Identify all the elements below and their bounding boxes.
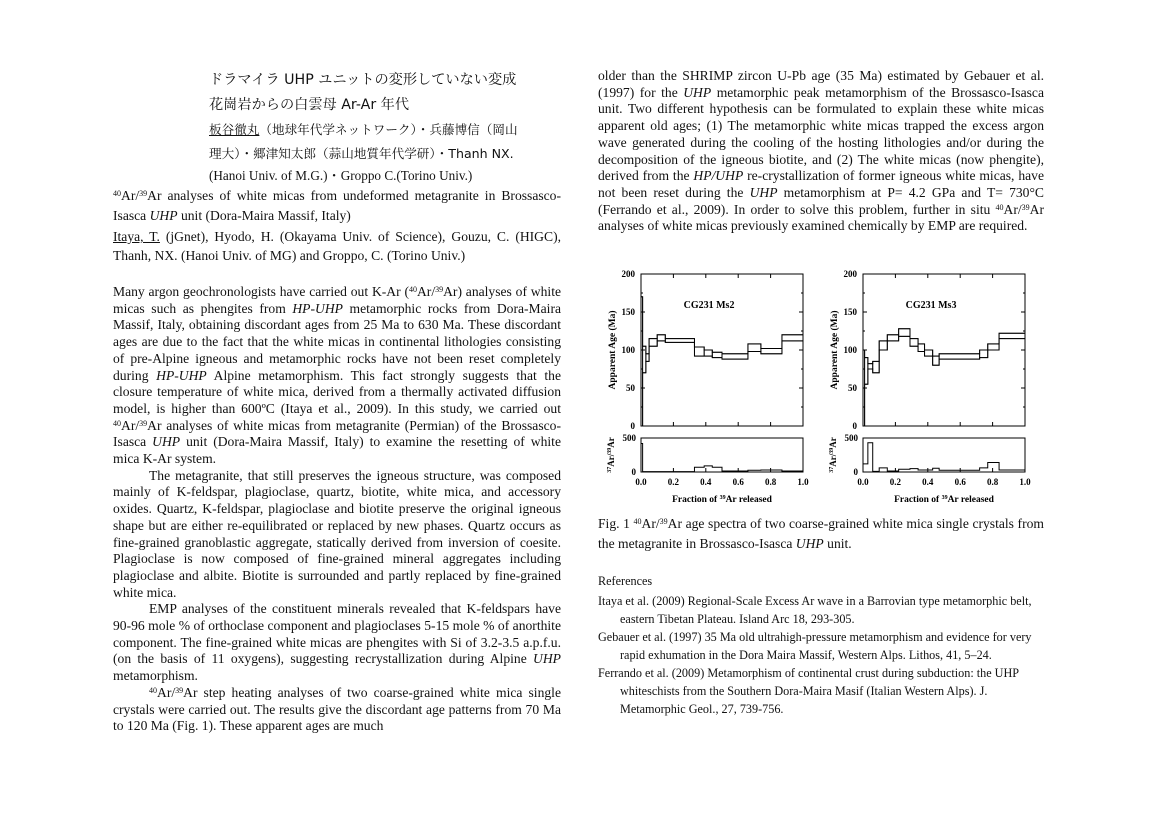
english-title-uhp: UHP — [149, 208, 178, 223]
y-tick-label: 150 — [621, 307, 635, 317]
x-tick-label: 0.6 — [732, 477, 744, 487]
x-tick-label: 1.0 — [1019, 477, 1031, 487]
japanese-title-line2: 花崗岩からの白雲母 Ar-Ar 年代 — [209, 97, 410, 113]
paragraph-4: $^{40}$Ar/$^{39}$Ar step heating analyses of two coarse-grained white mica single crystals were carried out. The results give the discordant age patterns from 70 Ma to 120 Ma (Fig. 1). These apparent ages are much — [113, 684, 561, 734]
ratio-axis-label: $^{37}$Ar/$^{39}$Ar — [606, 437, 616, 473]
figure-1-age-spectra — [598, 263, 1044, 513]
figure-caption: Fig. 1 $^{40}$Ar/$^{39}$Ar age spectra of two coarse-grained white mica single crystals from the metagranite in Brossasco-Isasca UHP unit. — [598, 516, 1044, 551]
paragraph-2: The metagranite, that still preserves the igneous structure, was composed mainly of K-feldspar, plagioclase, quartz, biotite, white mica, and accessory oxides. Quartz, K-feldspar, plagioclase and biotite preserve the original igneous shape but are either re-equilibrated or replaced by new phases. Quartz occurs as fine-grained granoblastic aggregate, statically derived from inversion of coesite. Plagioclase is now composed of fine-grained mineral aggregates including plagioclase and albite. Biotite is surrounded and partly replaced by fine-grained white mica. — [113, 467, 561, 600]
x-tick-label: 0.4 — [922, 477, 934, 487]
age-step — [649, 339, 657, 347]
x-tick-label: 1.0 — [797, 477, 809, 487]
age-step — [722, 354, 748, 359]
x-tick-label: 0.2 — [889, 477, 902, 487]
japanese-authors-rest: （地球年代学ネットワーク）・兵藤博信（岡山 — [259, 122, 518, 137]
english-title-part: Ar analyses of white micas from undeformed metagranite in Brossasco-Isasca — [113, 188, 561, 223]
x-tick-label: 0.2 — [667, 477, 680, 487]
age-step — [887, 335, 898, 341]
age-step — [868, 364, 873, 369]
y-tick-label: 150 — [843, 307, 857, 317]
y-tick-label: 50 — [848, 383, 857, 393]
x-tick-label: 0.4 — [700, 477, 712, 487]
reference-item: Gebauer et al. (1997) 35 Ma old ultrahigh-pressure metamorphism and evidence for very rapid exhumation in the Dora Maira Massif, Western Alps. Lithos, 41, 5–24. — [598, 630, 1032, 662]
x-axis-label: Fraction of $^{39}$Ar released — [894, 495, 994, 505]
japanese-title-line1: ドラマイラ UHP ユニットの変形していない変成 — [209, 72, 517, 88]
age-step — [899, 329, 910, 337]
age-step — [712, 352, 722, 357]
japanese-authors-line2: 理大）・郷津知太郎（蒜山地質年代学研）・Thanh NX. — [209, 146, 514, 161]
paragraph-3: EMP analyses of the constituent minerals revealed that K-feldspars have 90-96 mole % of orthoclase component and plagioclases 5-15 mole % of anorthite component. The fine-grained white micas are phengites with Si of 3.2-3.5 a.p.f.u. (on the basis of 11 oxygens), suggesting recrystallization during Alpine UHP metamorphism. — [113, 601, 561, 684]
age-step — [873, 361, 879, 372]
paragraph-1: Many argon geochronologists have carried out K-Ar ($^{40}$Ar/$^{39}$Ar) analyses of white micas such as phengites from HP-UHP metamorphic rocks from Dora-Maira Massif, Italy, obtaining discordant ages from 25 Ma to 630 Ma. These discordant ages are due to the fact that the white micas in continental lithologies consisting of pre-Alpine igneous and metamorphic rocks have not been reset completely during HP-UHP Alpine metamorphism. This fact strongly suggests that the closure temperature of white mica, derived from a thermally activated diffusion model, is higher than 600ºC (Itaya et al., 2009). In this study, we carried out $^{40}$Ar/$^{39}$Ar analyses of white micas from metagranite (Permian) of the Brossasco-Isasca UHP unit (Dora-Maira Massif, Italy) to examine the resetting of white mica K-Ar system. — [113, 284, 562, 467]
ratio-plot-frame — [863, 438, 1025, 472]
age-step — [704, 350, 712, 356]
x-tick-label: 0.6 — [954, 477, 966, 487]
abstract-body-left — [113, 284, 561, 735]
age-step — [761, 348, 782, 353]
ratio-steps — [863, 443, 1025, 472]
y-tick-label: 200 — [843, 269, 857, 279]
sup-39: 39 — [139, 189, 148, 198]
sup-40: 40 — [113, 189, 121, 198]
english-title-part: Ar/ — [121, 188, 140, 203]
age-step — [980, 350, 988, 358]
japanese-affiliation: (Hanoi Univ. of M.G.)・Groppo C.(Torino Univ.) — [209, 168, 473, 183]
x-tick-label: 0.0 — [635, 477, 647, 487]
reference-item: Itaya et al. (2009) Regional-Scale Excess Ar wave in a Barrovian type metamorphic belt, eastern Tibetan Plateau. Island Arc 18, 293-305. — [598, 594, 1032, 626]
y-tick-label: 200 — [621, 269, 635, 279]
age-step — [933, 356, 939, 365]
age-step — [939, 354, 980, 359]
y-axis-label: Apparent Age (Ma) — [608, 310, 618, 390]
paragraph-5: older than the SHRIMP zircon U-Pb age (35 Ma) estimated by Gebauer et al. (1997) for the UHP metamorphic peak metamorphism of the Brossasco-Isasca unit. Two different hypothesis can be formulated to explain these white micas apparent old ages; (1) The metamorphic white micas trapped the excess argon wave generated during the cooling of the hosting lithologies and/or during the decomposition of the igneous biotite, and (2) The white micas (now phengite), derived from the HP/UHP re-crystallization of former igneous white micas, have not been reset during the UHP metamorphism at P= 4.2 GPa and T= 730°C (Ferrando et al., 2009). In order to solve this problem, further in situ $^{40}$Ar/$^{39}$Ar analyses of white micas previously examined chemically by EMP are required. — [598, 68, 1044, 234]
age-step — [918, 344, 924, 352]
reference-item: Ferrando et al. (2009) Metamorphism of continental crust during subduction: the UHP whiteschists from the Southern Dora-Maira Masif (Italian Western Alps). J. Metamorphic Geol., 27, 739-756. — [598, 666, 1019, 716]
chart-title: CG231 Ms3 — [905, 300, 957, 312]
age-step — [748, 344, 761, 352]
age-step — [910, 339, 918, 347]
ratio-axis-label: $^{37}$Ar/$^{39}$Ar — [828, 437, 838, 473]
age-step — [657, 335, 665, 341]
chart-title: CG231 Ms2 — [683, 300, 735, 312]
y-tick-label: 0 — [630, 421, 635, 431]
y-tick-label: 100 — [621, 345, 635, 355]
english-presenting-author: Itaya, T. — [113, 229, 160, 244]
ratio-y-tick-label: 500 — [844, 433, 858, 443]
japanese-presenting-author: 板谷徹丸 — [209, 122, 260, 137]
age-step — [999, 333, 1025, 338]
age-step — [925, 350, 933, 356]
y-tick-label: 50 — [626, 383, 635, 393]
english-authors-rest: (jGnet), Hyodo, H. (Okayama Univ. of Science), Gouzu, C. (HIGC), Thanh, NX. (Hanoi Univ. of MG) and Groppo, C. (Torino Univ.) — [113, 229, 561, 263]
ratio-y-tick-label: 500 — [622, 433, 636, 443]
japanese-authors — [209, 118, 561, 166]
x-tick-label: 0.8 — [764, 477, 777, 487]
age-plot-frame — [641, 274, 803, 426]
abstract-body-right — [598, 68, 1044, 235]
age-step — [879, 341, 887, 350]
references — [598, 572, 1044, 718]
references-heading: References — [598, 574, 653, 588]
age-step — [988, 344, 999, 350]
age-spectrum-lower — [863, 336, 1025, 426]
y-axis-label: Apparent Age (Ma) — [830, 310, 840, 390]
japanese-title — [209, 68, 561, 118]
ratio-steps — [641, 443, 803, 472]
english-title — [113, 186, 561, 226]
y-tick-label: 0 — [852, 421, 857, 431]
ratio-y-tick-label: 0 — [853, 467, 858, 477]
ratio-y-tick-label: 0 — [631, 467, 636, 477]
x-axis-label: Fraction of $^{39}$Ar released — [672, 495, 772, 505]
age-step — [694, 347, 704, 356]
y-tick-label: 100 — [843, 345, 857, 355]
x-tick-label: 0.8 — [986, 477, 999, 487]
english-title-end: unit (Dora-Maira Massif, Italy) — [177, 208, 351, 223]
english-authors — [113, 227, 561, 265]
left-column — [113, 68, 561, 735]
age-step — [782, 335, 803, 341]
age-step — [665, 339, 694, 343]
x-tick-label: 0.0 — [857, 477, 869, 487]
